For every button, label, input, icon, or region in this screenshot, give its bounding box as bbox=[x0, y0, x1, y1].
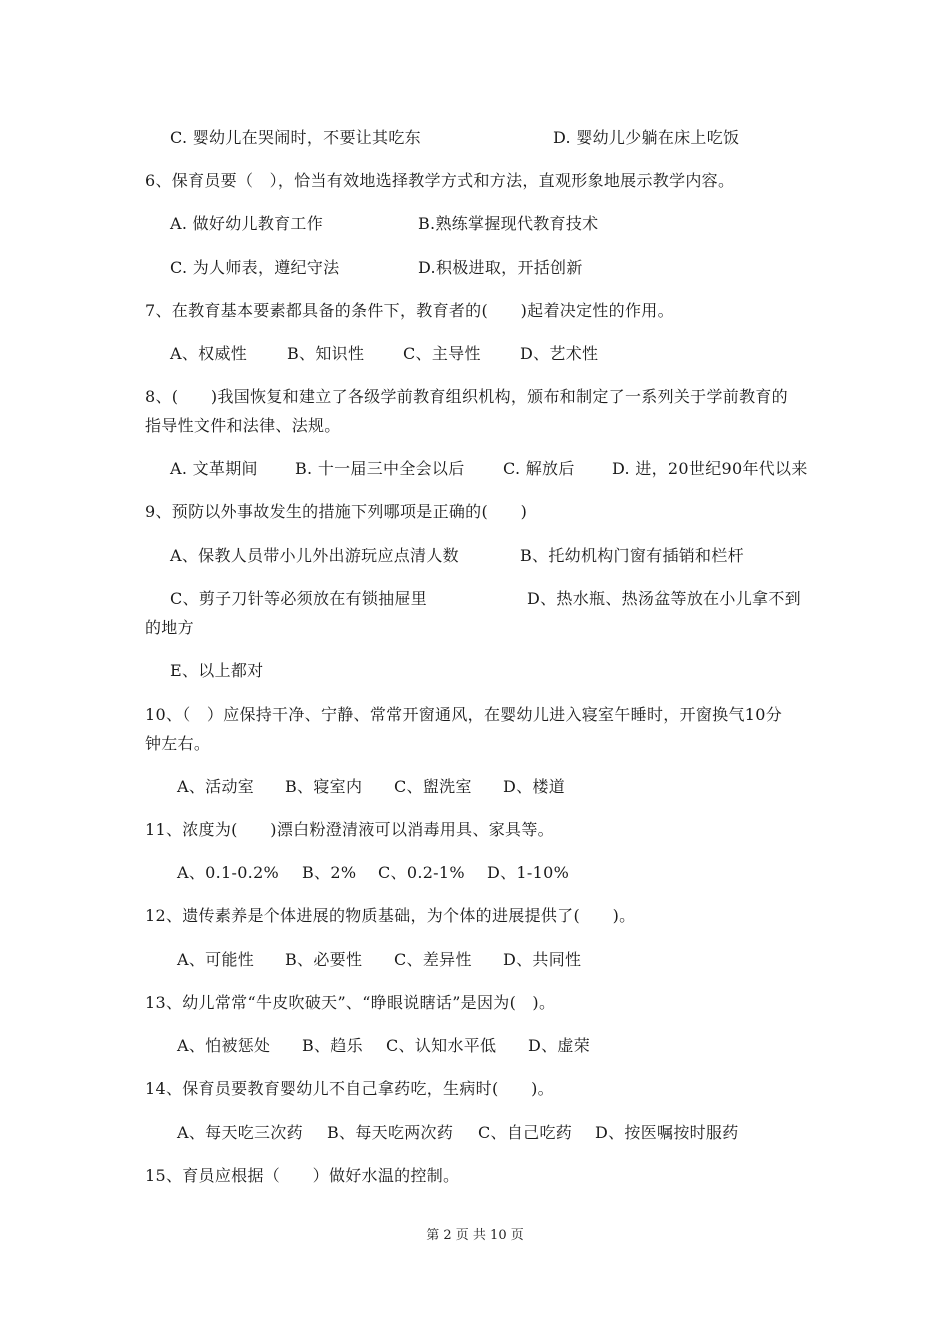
q13-option-d: D、虚荣 bbox=[528, 1036, 591, 1055]
q6-option-c: C. 为人师表，遵纪守法 bbox=[170, 258, 340, 277]
q6-option-b: B.熟练掌握现代教育技术 bbox=[418, 214, 599, 233]
q14-option-b: B、每天吃两次药 bbox=[327, 1123, 454, 1142]
q14-option-c: C、自己吃药 bbox=[478, 1123, 573, 1142]
q12-option-c: C、差异性 bbox=[394, 950, 472, 969]
q11-stem: 11、浓度为( )漂白粉澄清液可以消毒用具、家具等。 bbox=[145, 820, 554, 839]
q9-stem: 9、预防以外事故发生的措施下列哪项是正确的( ) bbox=[145, 502, 528, 521]
q6-stem: 6、保育员要（ ），恰当有效地选择教学方式和方法，直观形象地展示教学内容。 bbox=[145, 171, 735, 190]
q9-option-a: A、保教人员带小儿外出游玩应点清人数 bbox=[170, 546, 459, 565]
q5-option-d: D. 婴幼儿少躺在床上吃饭 bbox=[553, 128, 740, 147]
q12-option-d: D、共同性 bbox=[503, 950, 582, 969]
q10-option-a: A、活动室 bbox=[177, 777, 255, 796]
q9-option-d-line1: D、热水瓶、热汤盆等放在小儿拿不到 bbox=[527, 589, 801, 608]
page-number-footer: 第 2 页 共 10 页 bbox=[426, 1228, 524, 1243]
q11-option-c: C、0.2-1% bbox=[378, 863, 465, 882]
q9-option-c: C、剪子刀针等必须放在有锁抽屉里 bbox=[170, 589, 428, 608]
q9-option-b: B、托幼机构门窗有插销和栏杆 bbox=[520, 546, 744, 565]
q14-stem: 14、保育员要教育婴幼儿不自己拿药吃，生病时( )。 bbox=[145, 1079, 554, 1098]
q9-option-e: E、以上都对 bbox=[170, 661, 264, 680]
q6-option-d: D.积极进取，开括创新 bbox=[418, 258, 583, 277]
q7-option-a: A、权威性 bbox=[170, 344, 248, 363]
q10-option-d: D、楼道 bbox=[503, 777, 566, 796]
q13-option-b: B、趋乐 bbox=[302, 1036, 363, 1055]
q6-option-a: A. 做好幼儿教育工作 bbox=[170, 214, 324, 233]
q8-option-d: D. 进，20世纪90年代以来 bbox=[612, 459, 808, 478]
q10-stem-line2: 钟左右。 bbox=[145, 734, 211, 753]
q11-option-a: A、0.1-0.2% bbox=[177, 863, 280, 882]
q13-option-a: A、怕被惩处 bbox=[177, 1036, 271, 1055]
q10-option-c: C、盥洗室 bbox=[394, 777, 472, 796]
q7-option-c: C、主导性 bbox=[403, 344, 481, 363]
q13-stem: 13、幼儿常常“牛皮吹破天”、“睁眼说瞎话”是因为( )。 bbox=[145, 993, 556, 1012]
q15-stem: 15、育员应根据（ ）做好水温的控制。 bbox=[145, 1166, 460, 1185]
q14-option-a: A、每天吃三次药 bbox=[177, 1123, 303, 1142]
q10-stem-line1: 10、（ ）应保持干净、宁静、常常开窗通风，在婴幼儿进入寝室午睡时，开窗换气10分 bbox=[145, 705, 783, 724]
q12-stem: 12、遗传素养是个体进展的物质基础，为个体的进展提供了( )。 bbox=[145, 906, 636, 925]
q10-option-b: B、寝室内 bbox=[285, 777, 363, 796]
q11-option-d: D、1-10% bbox=[487, 863, 570, 882]
q8-option-c: C. 解放后 bbox=[503, 459, 575, 478]
q9-option-d-line2: 的地方 bbox=[145, 618, 194, 637]
q14-option-d: D、按医嘱按时服药 bbox=[595, 1123, 739, 1142]
q8-option-b: B. 十一届三中全会以后 bbox=[295, 459, 465, 478]
q12-option-a: A、可能性 bbox=[177, 950, 255, 969]
q8-stem-line2: 指导性文件和法律、法规。 bbox=[145, 416, 341, 435]
q7-stem: 7、在教育基本要素都具备的条件下，教育者的( )起着决定性的作用。 bbox=[145, 301, 674, 320]
q5-option-c: C. 婴幼儿在哭闹时，不要让其吃东 bbox=[170, 128, 421, 147]
q13-option-c: C、认知水平低 bbox=[386, 1036, 497, 1055]
q7-option-b: B、知识性 bbox=[287, 344, 365, 363]
q12-option-b: B、必要性 bbox=[285, 950, 363, 969]
q7-option-d: D、艺术性 bbox=[520, 344, 599, 363]
q8-option-a: A. 文革期间 bbox=[170, 459, 258, 478]
q8-stem-line1: 8、( )我国恢复和建立了各级学前教育组织机构，颁布和制定了一系列关于学前教育的 bbox=[145, 387, 788, 406]
q11-option-b: B、2% bbox=[302, 863, 357, 882]
